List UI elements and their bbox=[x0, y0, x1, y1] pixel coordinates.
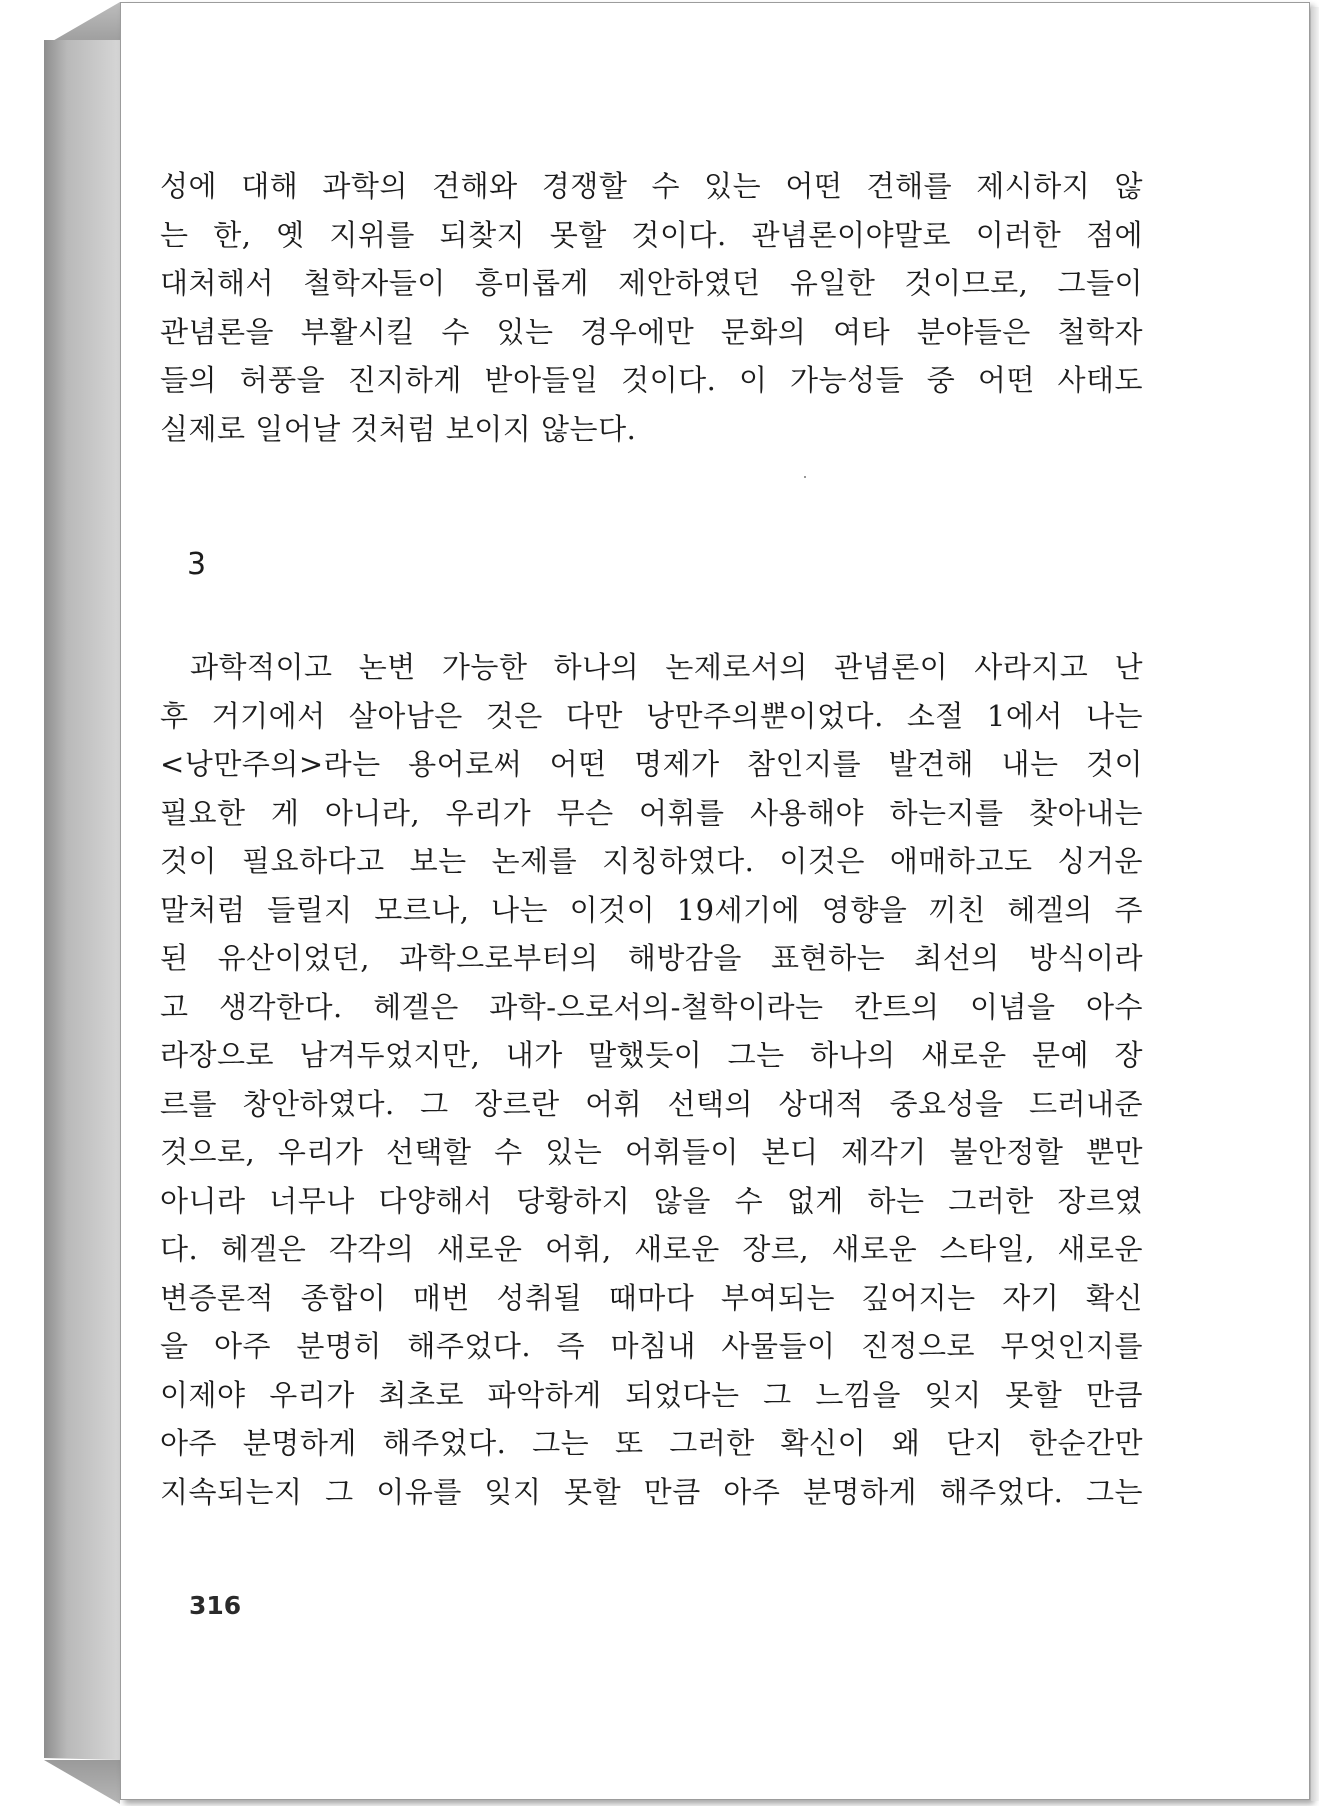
text-line: 것으로, 우리가 선택할 수 있는 어휘들이 본디 제각기 불안정할 뿐만 bbox=[160, 1135, 1143, 1169]
text-line: 아니라 너무나 다양해서 당황하지 않을 수 없게 하는 그러한 장르였 bbox=[160, 1183, 1143, 1218]
text-line: 는 한, 옛 지위를 되찾지 못할 것이다. 관념론이야말로 이러한 점에 bbox=[160, 217, 1143, 252]
text-line: 과학적이고 논변 가능한 하나의 논제로서의 관념론이 사라지고 난 bbox=[190, 650, 1143, 684]
section-number: 3 bbox=[187, 547, 207, 582]
text-line: 라장으로 남겨두었지만, 내가 말했듯이 그는 하나의 새로운 문예 장 bbox=[160, 1038, 1143, 1072]
text-line: 것이 필요하다고 보는 논제를 지칭하였다. 이것은 애매하고도 싱거운 bbox=[160, 844, 1143, 878]
paragraph-2 bbox=[160, 643, 1143, 1516]
text-line: 르를 창안하였다. 그 장르란 어휘 선택의 상대적 중요성을 드러내준 bbox=[160, 1086, 1143, 1121]
book-spine-bottom-edge bbox=[44, 1760, 120, 1804]
paragraph-1 bbox=[160, 162, 1143, 453]
text-line: 후 거기에서 살아남은 것은 다만 낭만주의뿐이었다. 소절 1에서 나는 bbox=[160, 698, 1143, 733]
text-line: 을 아주 분명히 해주었다. 즉 마침내 사물들이 진정으로 무엇인지를 bbox=[160, 1329, 1143, 1363]
text-line: <낭만주의>라는 용어로써 어떤 명제가 참인지를 발견해 내는 것이 bbox=[160, 747, 1143, 781]
book-spine bbox=[44, 40, 120, 1760]
text-line: 이제야 우리가 최초로 파악하게 되었다는 그 느낌을 잊지 못할 만큼 bbox=[160, 1377, 1143, 1412]
text-line: 아주 분명하게 해주었다. 그는 또 그러한 확신이 왜 단지 한순간만 bbox=[160, 1426, 1143, 1460]
text-line: 변증론적 종합이 매번 성취될 때마다 부여되는 깊어지는 자기 확신 bbox=[160, 1280, 1143, 1315]
text-line: 관념론을 부활시킬 수 있는 경우에만 문화의 여타 분야들은 철학자 bbox=[160, 314, 1143, 349]
text-line: 된 유산이었던, 과학으로부터의 해방감을 표현하는 최선의 방식이라 bbox=[160, 941, 1143, 975]
text-line: 말처럼 들릴지 모르나, 나는 이것이 19세기에 영향을 끼친 헤겔의 주 bbox=[160, 892, 1143, 927]
text-line: 들의 허풍을 진지하게 받아들일 것이다. 이 가능성들 중 어떤 사태도 bbox=[160, 363, 1143, 397]
text-line: 실제로 일어날 것처럼 보이지 않는다. bbox=[160, 411, 637, 446]
text-line: 필요한 게 아니라, 우리가 무슨 어휘를 사용해야 하는지를 찾아내는 bbox=[160, 795, 1143, 830]
text-line: 고 생각한다. 헤겔은 과학-으로서의-철학이라는 칸트의 이념을 아수 bbox=[160, 989, 1143, 1024]
text-line: 다. 헤겔은 각각의 새로운 어휘, 새로운 장르, 새로운 스타일, 새로운 bbox=[160, 1232, 1143, 1266]
text-line: 대처해서 철학자들이 흥미롭게 제안하였던 유일한 것이므로, 그들이 bbox=[160, 266, 1143, 300]
text-line: 성에 대해 과학의 견해와 경쟁할 수 있는 어떤 견해를 제시하지 않 bbox=[160, 169, 1143, 203]
page-number: 316 bbox=[189, 1591, 242, 1620]
page-edge-shadow bbox=[1311, 7, 1319, 1801]
print-speck bbox=[804, 476, 806, 478]
text-line: 지속되는지 그 이유를 잊지 못할 만큼 아주 분명하게 해주었다. 그는 bbox=[160, 1474, 1143, 1509]
